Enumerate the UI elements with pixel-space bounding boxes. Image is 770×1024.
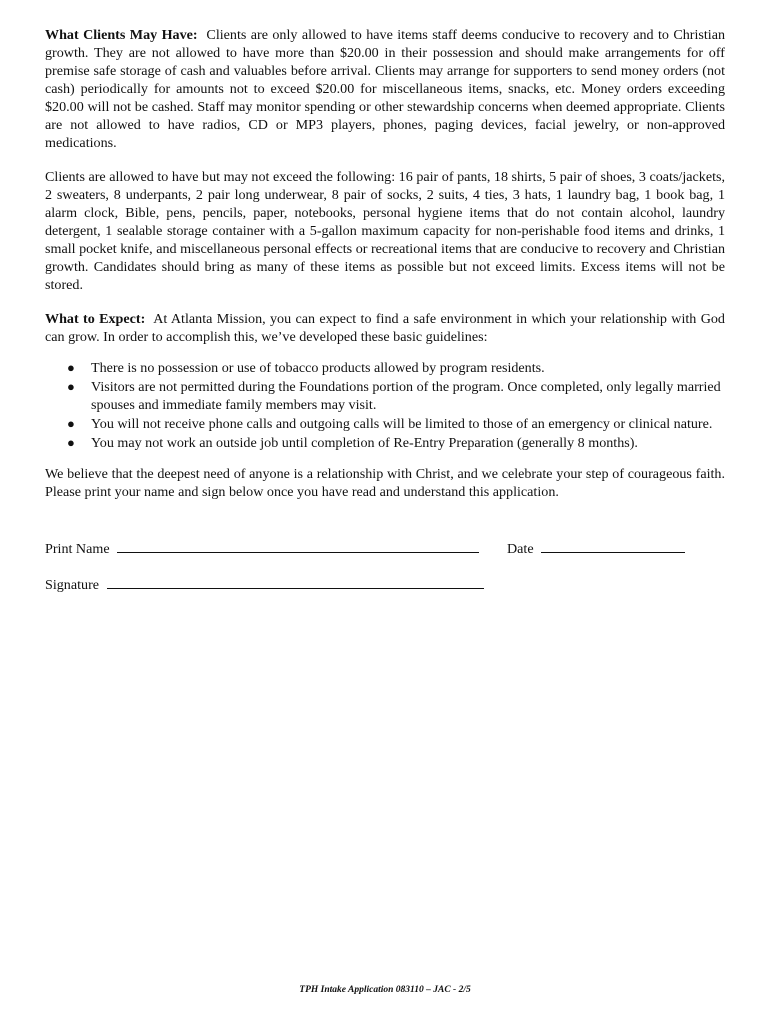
print-name-label: Print Name: [45, 541, 110, 557]
section-body-clients-may-have: Clients are only allowed to have items staff deems conducive to recovery and to Christian growth. They are not allowed to have more than $20.00 in their possession and should make arrangements for off premise safe storage of cash and valuables before arrival. Clients may arrange for supporters to send money orders (not cash) periodically for amounts not to exceed $20.00 for miscellaneous items, snacks, etc. Money orders exceeding $20.00 will not be cashed. Staff may monitor spending or other stewardship concerns when deemed appropriate. Clients are not allowed to have radios, CD or MP3 players, phones, paging devices, facial jewelry, or non-approved medications.: [45, 27, 726, 151]
page-footer: TPH Intake Application 083110 – JAC - 2/5: [299, 985, 471, 995]
guidelines-list: [45, 359, 725, 452]
document-page: [45, 26, 725, 610]
section-body-what-to-expect: At Atlanta Mission, you can expect to find a safe environment in which your relationship with God can grow. In order to accomplish this, we’ve developed these basic guidelines:: [45, 311, 725, 345]
section-heading-clients-may-have: What Clients May Have:: [45, 27, 198, 43]
bullet-icon: ●: [67, 416, 75, 431]
list-item: [45, 378, 725, 414]
bullet-icon: ●: [67, 360, 75, 375]
date-block: [507, 538, 685, 558]
list-item-text: There is no possession or use of tobacco products allowed by program residents.: [91, 360, 545, 376]
list-item-text: You will not receive phone calls and outgoing calls will be limited to those of an emergency or clinical nature.: [91, 416, 713, 432]
print-name-field[interactable]: [117, 538, 479, 553]
bullet-icon: ●: [67, 435, 75, 450]
print-name-row: [45, 538, 725, 556]
list-item-text: You may not work an outside job until completion of Re-Entry Preparation (generally 8 months).: [91, 435, 638, 451]
list-item: [45, 434, 725, 452]
closing-statement: [45, 465, 725, 501]
section-heading-what-to-expect: What to Expect:: [45, 311, 146, 327]
section-what-to-expect: [45, 310, 725, 346]
section-body-allowed-items: Clients are allowed to have but may not exceed the following: 16 pair of pants, 18 shirts, 5 pair of shoes, 3 coats/jackets, 2 sweaters, 8 underpants, 2 pair long underwear, 8 pair of socks, 2 suits, 4 ties, 3 hats, 1 laundry bag, 1 book bag, 1 alarm clock, Bible, pens, pencils, paper, notebooks, personal hygiene items that do not contain alcohol, laundry detergent, 1 sealable storage container with a 5-gallon maximum capacity for non-perishable food items and drinks, 1 small pocket knife, and miscellaneous personal effects or recreational items that are conducive to recovery and Christian growth. Candidates should bring as many of these items as possible but not exceed limits. Excess items will not be stored.: [45, 169, 725, 293]
list-item: [45, 415, 725, 433]
bullet-icon: ●: [67, 379, 75, 394]
signature-row: [45, 574, 725, 592]
section-clients-may-have: [45, 26, 725, 152]
list-item: [45, 359, 725, 377]
signature-label: Signature: [45, 577, 100, 593]
signature-field[interactable]: [107, 574, 484, 589]
date-field[interactable]: [541, 538, 685, 553]
section-allowed-items: [45, 168, 725, 294]
closing-text: We believe that the deepest need of anyone is a relationship with Christ, and we celebrate your step of courageous faith. Please print your name and sign below once you have read and understand this application.: [45, 466, 725, 500]
list-item-text: Visitors are not permitted during the Foundations portion of the program. Once completed, only legally married spouses and immediate family members may visit.: [91, 379, 721, 413]
date-label: Date: [507, 541, 534, 557]
